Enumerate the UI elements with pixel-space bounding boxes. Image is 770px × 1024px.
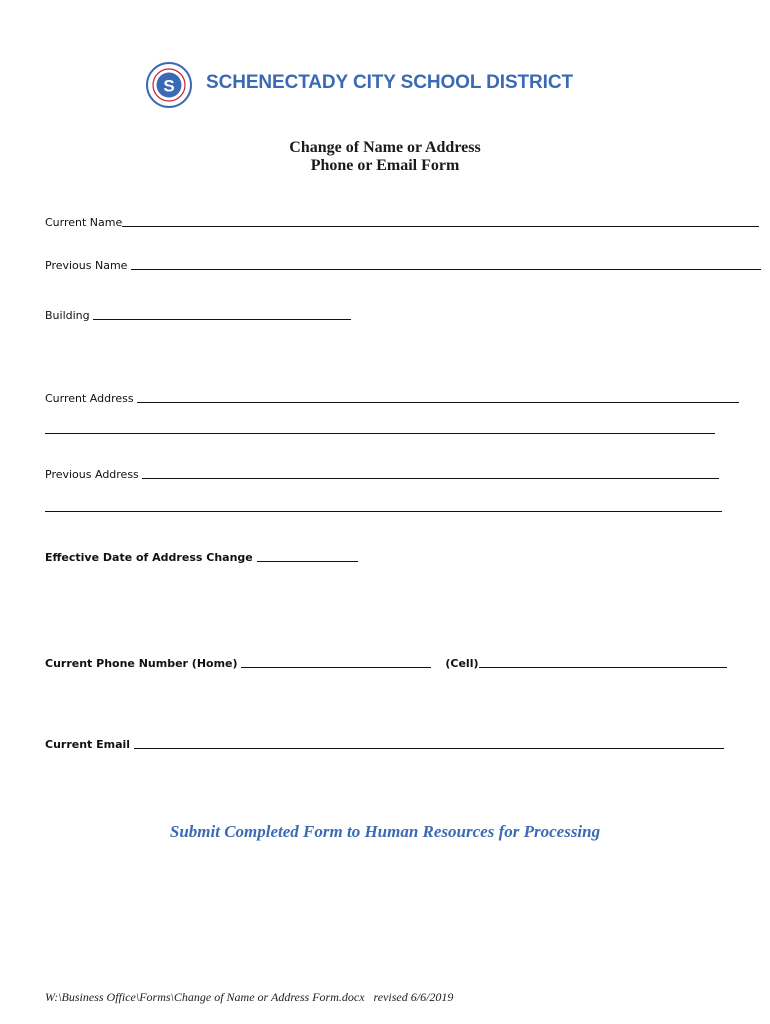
effective-date-field xyxy=(45,551,358,564)
previous-address-line-2[interactable] xyxy=(45,511,722,512)
current-address-input-line[interactable] xyxy=(137,402,739,403)
previous-name-input-line[interactable] xyxy=(131,269,761,270)
current-address-field xyxy=(45,392,739,405)
current-name-field xyxy=(45,216,759,229)
phone-home-label: Current Phone Number (Home) xyxy=(45,657,242,670)
district-name: SCHENECTADY CITY SCHOOL DISTRICT xyxy=(206,72,573,93)
current-name-label: Current Name xyxy=(45,216,123,229)
phone-cell-label: (Cell) xyxy=(445,657,479,670)
phone-home-input-line[interactable] xyxy=(241,667,431,668)
current-address-line-2[interactable] xyxy=(45,433,715,434)
previous-address-label: Previous Address xyxy=(45,468,143,481)
building-label: Building xyxy=(45,309,94,322)
submit-instruction: Submit Completed Form to Human Resources for Processing xyxy=(169,822,601,841)
previous-name-label: Previous Name xyxy=(45,259,131,272)
previous-name-field xyxy=(45,259,761,272)
effective-date-label: Effective Date of Address Change xyxy=(45,551,257,564)
district-seal-logo xyxy=(146,62,192,108)
email-label: Current Email xyxy=(45,738,134,751)
building-input-line[interactable] xyxy=(93,319,351,320)
document-footer: W:\Business Office\Forms\Change of Name or Address Form.docx revised 6/6/2019 xyxy=(45,990,454,1004)
phone-cell-input-line[interactable] xyxy=(479,667,727,668)
building-field xyxy=(45,309,351,322)
previous-address-input-line[interactable] xyxy=(142,478,719,479)
form-title: Change of Name or Address xyxy=(289,139,481,156)
form-subtitle: Phone or Email Form xyxy=(310,157,460,174)
email-field xyxy=(45,738,724,751)
email-input-line[interactable] xyxy=(134,748,724,749)
current-address-label: Current Address xyxy=(45,392,138,405)
svg-text:S: S xyxy=(163,76,175,96)
phone-field xyxy=(45,657,727,670)
current-name-input-line[interactable] xyxy=(122,226,759,227)
effective-date-input-line[interactable] xyxy=(257,561,358,562)
previous-address-field xyxy=(45,468,719,481)
district-header xyxy=(146,62,586,108)
